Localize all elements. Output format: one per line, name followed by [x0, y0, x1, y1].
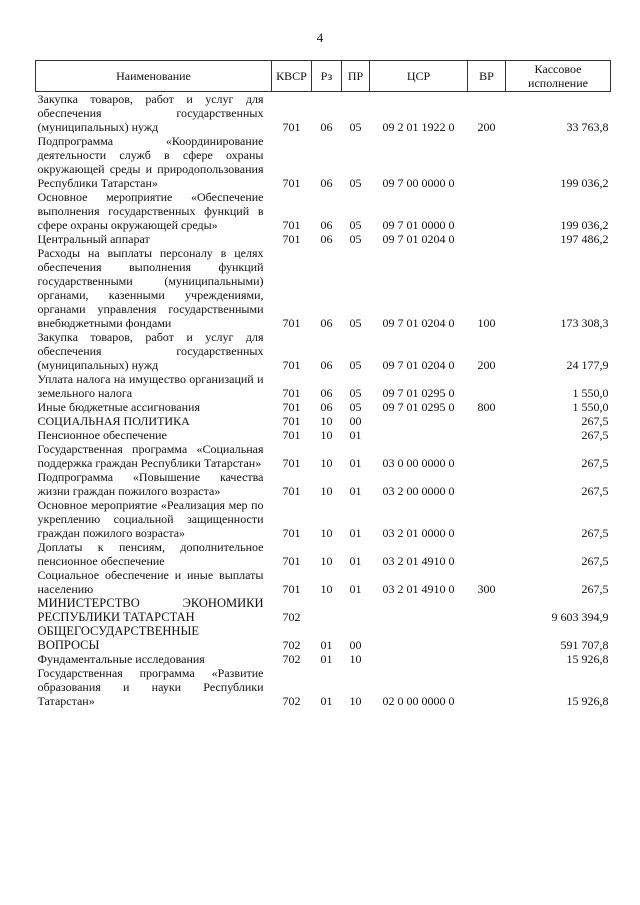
cell-name: Фундаментальные исследования: [37, 652, 205, 666]
cell-pr: 05: [349, 218, 362, 232]
cell-amount: 199 036,2: [560, 218, 609, 232]
cell-name: Закупка товаров, работ и услуг для обеспечения государственных (муниципальных) нужд: [37, 92, 264, 134]
cell-rz: 06: [320, 400, 333, 414]
cell-kvsr: 702: [282, 652, 301, 666]
cell-kvsr: 701: [282, 218, 301, 232]
cell-csr: 09 7 01 0204 0: [382, 232, 455, 246]
cell-csr: 03 2 01 0000 0: [382, 526, 455, 540]
cell-vr: [468, 624, 506, 652]
cell-amount: 267,5: [581, 414, 609, 428]
cell-csr: [370, 652, 468, 666]
cell-amount: 15 926,8: [566, 694, 609, 708]
cell-kvsr: 701: [282, 232, 301, 246]
cell-kvsr: 701: [282, 120, 301, 134]
table-row: [36, 568, 611, 596]
cell-name: Иные бюджетные ассигнования: [37, 400, 200, 414]
cell-rz: 01: [320, 652, 333, 666]
cell-amount: 267,5: [581, 484, 609, 498]
cell-kvsr: 702: [282, 694, 301, 708]
cell-csr: 09 7 01 0000 0: [382, 218, 455, 232]
cell-vr: 300: [477, 582, 496, 596]
cell-name: Центральный аппарат: [37, 232, 150, 246]
cell-vr: 100: [477, 316, 496, 330]
cell-name: Расходы на выплаты персоналу в целях обеспечения выполнения функций государственными (муниципальными) органами, казенными учреждениями, органами управления государственными внебюджетными фондами: [37, 246, 264, 330]
cell-pr: 05: [349, 120, 362, 134]
cell-name: Государственная программа «Социальная поддержка граждан Республики Татарстан»: [37, 442, 264, 470]
table-row: [36, 624, 611, 652]
budget-table: [35, 60, 611, 708]
cell-vr: [468, 652, 506, 666]
cell-pr: 00: [349, 638, 362, 652]
cell-rz: [312, 596, 342, 624]
cell-amount: 33 763,8: [566, 120, 609, 134]
cell-csr: 09 7 01 0295 0: [382, 386, 455, 400]
cell-rz: 10: [320, 554, 333, 568]
cell-kvsr: 701: [282, 554, 301, 568]
table-row: [36, 470, 611, 498]
cell-csr: 09 7 00 0000 0: [382, 176, 455, 190]
header-row: [36, 61, 611, 92]
cell-pr: 10: [349, 652, 362, 666]
cell-kvsr: 701: [282, 386, 301, 400]
cell-kvsr: 701: [282, 176, 301, 190]
cell-vr: [468, 470, 506, 498]
cell-pr: 01: [349, 428, 362, 442]
table-row: [36, 372, 611, 400]
table-row: [36, 246, 611, 330]
cell-amount: 9 603 394,9: [551, 610, 609, 624]
cell-vr: [468, 190, 506, 232]
cell-vr: [468, 134, 506, 190]
cell-vr: [468, 540, 506, 568]
cell-rz: 06: [320, 358, 333, 372]
table-body: [36, 92, 611, 709]
cell-rz: 06: [320, 316, 333, 330]
cell-vr: [468, 232, 506, 246]
cell-name: Пенсионное обеспечение: [37, 428, 167, 442]
cell-name: Основное мероприятие «Обеспечение выполнения государственных функций в сфере охраны окружающей среды»: [37, 190, 264, 232]
cell-kvsr: 701: [282, 400, 301, 414]
cell-pr: 01: [349, 484, 362, 498]
header-csr: ЦСР: [370, 61, 468, 92]
cell-rz: 06: [320, 218, 333, 232]
cell-pr: 01: [349, 582, 362, 596]
cell-amount: 267,5: [581, 526, 609, 540]
cell-pr: 10: [349, 694, 362, 708]
table-row: [36, 400, 611, 414]
cell-amount: 267,5: [581, 456, 609, 470]
cell-pr: 05: [349, 176, 362, 190]
header-rz: Рз: [312, 61, 342, 92]
cell-csr: 02 0 00 0000 0: [382, 694, 455, 708]
cell-rz: 10: [320, 484, 333, 498]
cell-csr: 03 2 00 0000 0: [382, 484, 455, 498]
cell-name: Доплаты к пенсиям, дополнительное пенсионное обеспечение: [37, 540, 264, 568]
cell-rz: 10: [320, 526, 333, 540]
cell-pr: 01: [349, 526, 362, 540]
cell-csr: 03 2 01 4910 0: [382, 554, 455, 568]
cell-rz: 10: [320, 456, 333, 470]
cell-rz: 01: [320, 694, 333, 708]
cell-name: Основное мероприятие «Реализация мер по укреплению социальной защищенности граждан пожилого возраста»: [37, 498, 264, 540]
cell-name: Закупка товаров, работ и услуг для обеспечения государственных (муниципальных) нужд: [37, 330, 264, 372]
cell-csr: 09 7 01 0295 0: [382, 400, 455, 414]
cell-rz: 10: [320, 428, 333, 442]
cell-kvsr: 701: [282, 316, 301, 330]
cell-name: Социальное обеспечение и иные выплаты населению: [37, 568, 264, 596]
cell-kvsr: 701: [282, 358, 301, 372]
cell-pr: 05: [349, 400, 362, 414]
cell-pr: 05: [349, 232, 362, 246]
table-row: [36, 92, 611, 135]
page-number: 4: [316, 30, 324, 45]
cell-pr: 05: [349, 386, 362, 400]
cell-vr: [468, 442, 506, 470]
cell-name: Подпрограмма «Повышение качества жизни граждан пожилого возраста»: [37, 470, 264, 498]
cell-amount: 1 550,0: [572, 386, 609, 400]
cell-rz: 06: [320, 386, 333, 400]
table-row: [36, 134, 611, 190]
cell-rz: 10: [320, 414, 333, 428]
cell-vr: 800: [477, 400, 496, 414]
cell-csr: [370, 428, 468, 442]
cell-vr: [468, 428, 506, 442]
cell-kvsr: 702: [282, 638, 301, 652]
cell-amount: 199 036,2: [560, 176, 609, 190]
table-row: [36, 540, 611, 568]
cell-amount: 24 177,9: [566, 358, 609, 372]
cell-amount: 197 486,2: [560, 232, 609, 246]
cell-vr: [468, 498, 506, 540]
cell-pr: [342, 596, 370, 624]
header-kvsr: КВСР: [272, 61, 312, 92]
cell-csr: 09 2 01 1922 0: [382, 120, 455, 134]
cell-kvsr: 702: [282, 610, 301, 624]
cell-pr: 05: [349, 316, 362, 330]
table-row: [36, 596, 611, 624]
cell-pr: 01: [349, 456, 362, 470]
cell-kvsr: 701: [282, 428, 301, 442]
cell-rz: 10: [320, 582, 333, 596]
cell-vr: 200: [477, 120, 496, 134]
cell-kvsr: 701: [282, 456, 301, 470]
table-row: [36, 232, 611, 246]
table-row: [36, 498, 611, 540]
cell-amount: 15 926,8: [566, 652, 609, 666]
cell-pr: 01: [349, 554, 362, 568]
cell-name: СОЦИАЛЬНАЯ ПОЛИТИКА: [37, 414, 190, 428]
table-row: [36, 330, 611, 372]
cell-pr: 00: [349, 414, 362, 428]
table-row: [36, 652, 611, 666]
header-amount: Кассовое исполнение: [506, 61, 611, 92]
cell-name: МИНИСТЕРСТВО ЭКОНОМИКИ РЕСПУБЛИКИ ТАТАРСТАН: [37, 596, 264, 624]
cell-amount: 267,5: [581, 428, 609, 442]
table-row: [36, 414, 611, 428]
header-name: Наименование: [36, 61, 272, 92]
cell-rz: 01: [320, 638, 333, 652]
table-row: [36, 442, 611, 470]
cell-kvsr: 701: [282, 414, 301, 428]
cell-csr: 09 7 01 0204 0: [382, 358, 455, 372]
cell-kvsr: 701: [282, 582, 301, 596]
cell-vr: 200: [477, 358, 496, 372]
cell-csr: 03 2 01 4910 0: [382, 582, 455, 596]
cell-amount: 591 707,8: [560, 638, 609, 652]
cell-csr: 03 0 00 0000 0: [382, 456, 455, 470]
header-pr: ПР: [342, 61, 370, 92]
cell-name: Уплата налога на имущество организаций и земельного налога: [37, 372, 264, 400]
table-row: [36, 428, 611, 442]
cell-name: Подпрограмма «Координирование деятельности служб в сфере охраны окружающей среды и природопользования Республики Татарстан»: [37, 134, 264, 190]
header-vr: ВР: [468, 61, 506, 92]
cell-csr: 09 7 01 0204 0: [382, 316, 455, 330]
cell-amount: 1 550,0: [572, 400, 609, 414]
cell-name: ОБЩЕГОСУДАРСТВЕННЫЕ ВОПРОСЫ: [37, 624, 199, 652]
cell-rz: 06: [320, 120, 333, 134]
cell-csr: [370, 624, 468, 652]
cell-amount: 173 308,3: [560, 316, 609, 330]
cell-amount: 267,5: [581, 582, 609, 596]
cell-csr: [370, 414, 468, 428]
cell-amount: 267,5: [581, 554, 609, 568]
cell-vr: [468, 596, 506, 624]
cell-rz: 06: [320, 176, 333, 190]
cell-vr: [468, 372, 506, 400]
cell-pr: 05: [349, 358, 362, 372]
cell-kvsr: 701: [282, 484, 301, 498]
cell-vr: [468, 666, 506, 708]
cell-kvsr: 701: [282, 526, 301, 540]
cell-name: Государственная программа «Развитие образования и науки Республики Татарстан»: [37, 666, 264, 708]
cell-csr: [370, 596, 468, 624]
cell-vr: [468, 414, 506, 428]
table-row: [36, 666, 611, 708]
table-row: [36, 190, 611, 232]
cell-rz: 06: [320, 232, 333, 246]
